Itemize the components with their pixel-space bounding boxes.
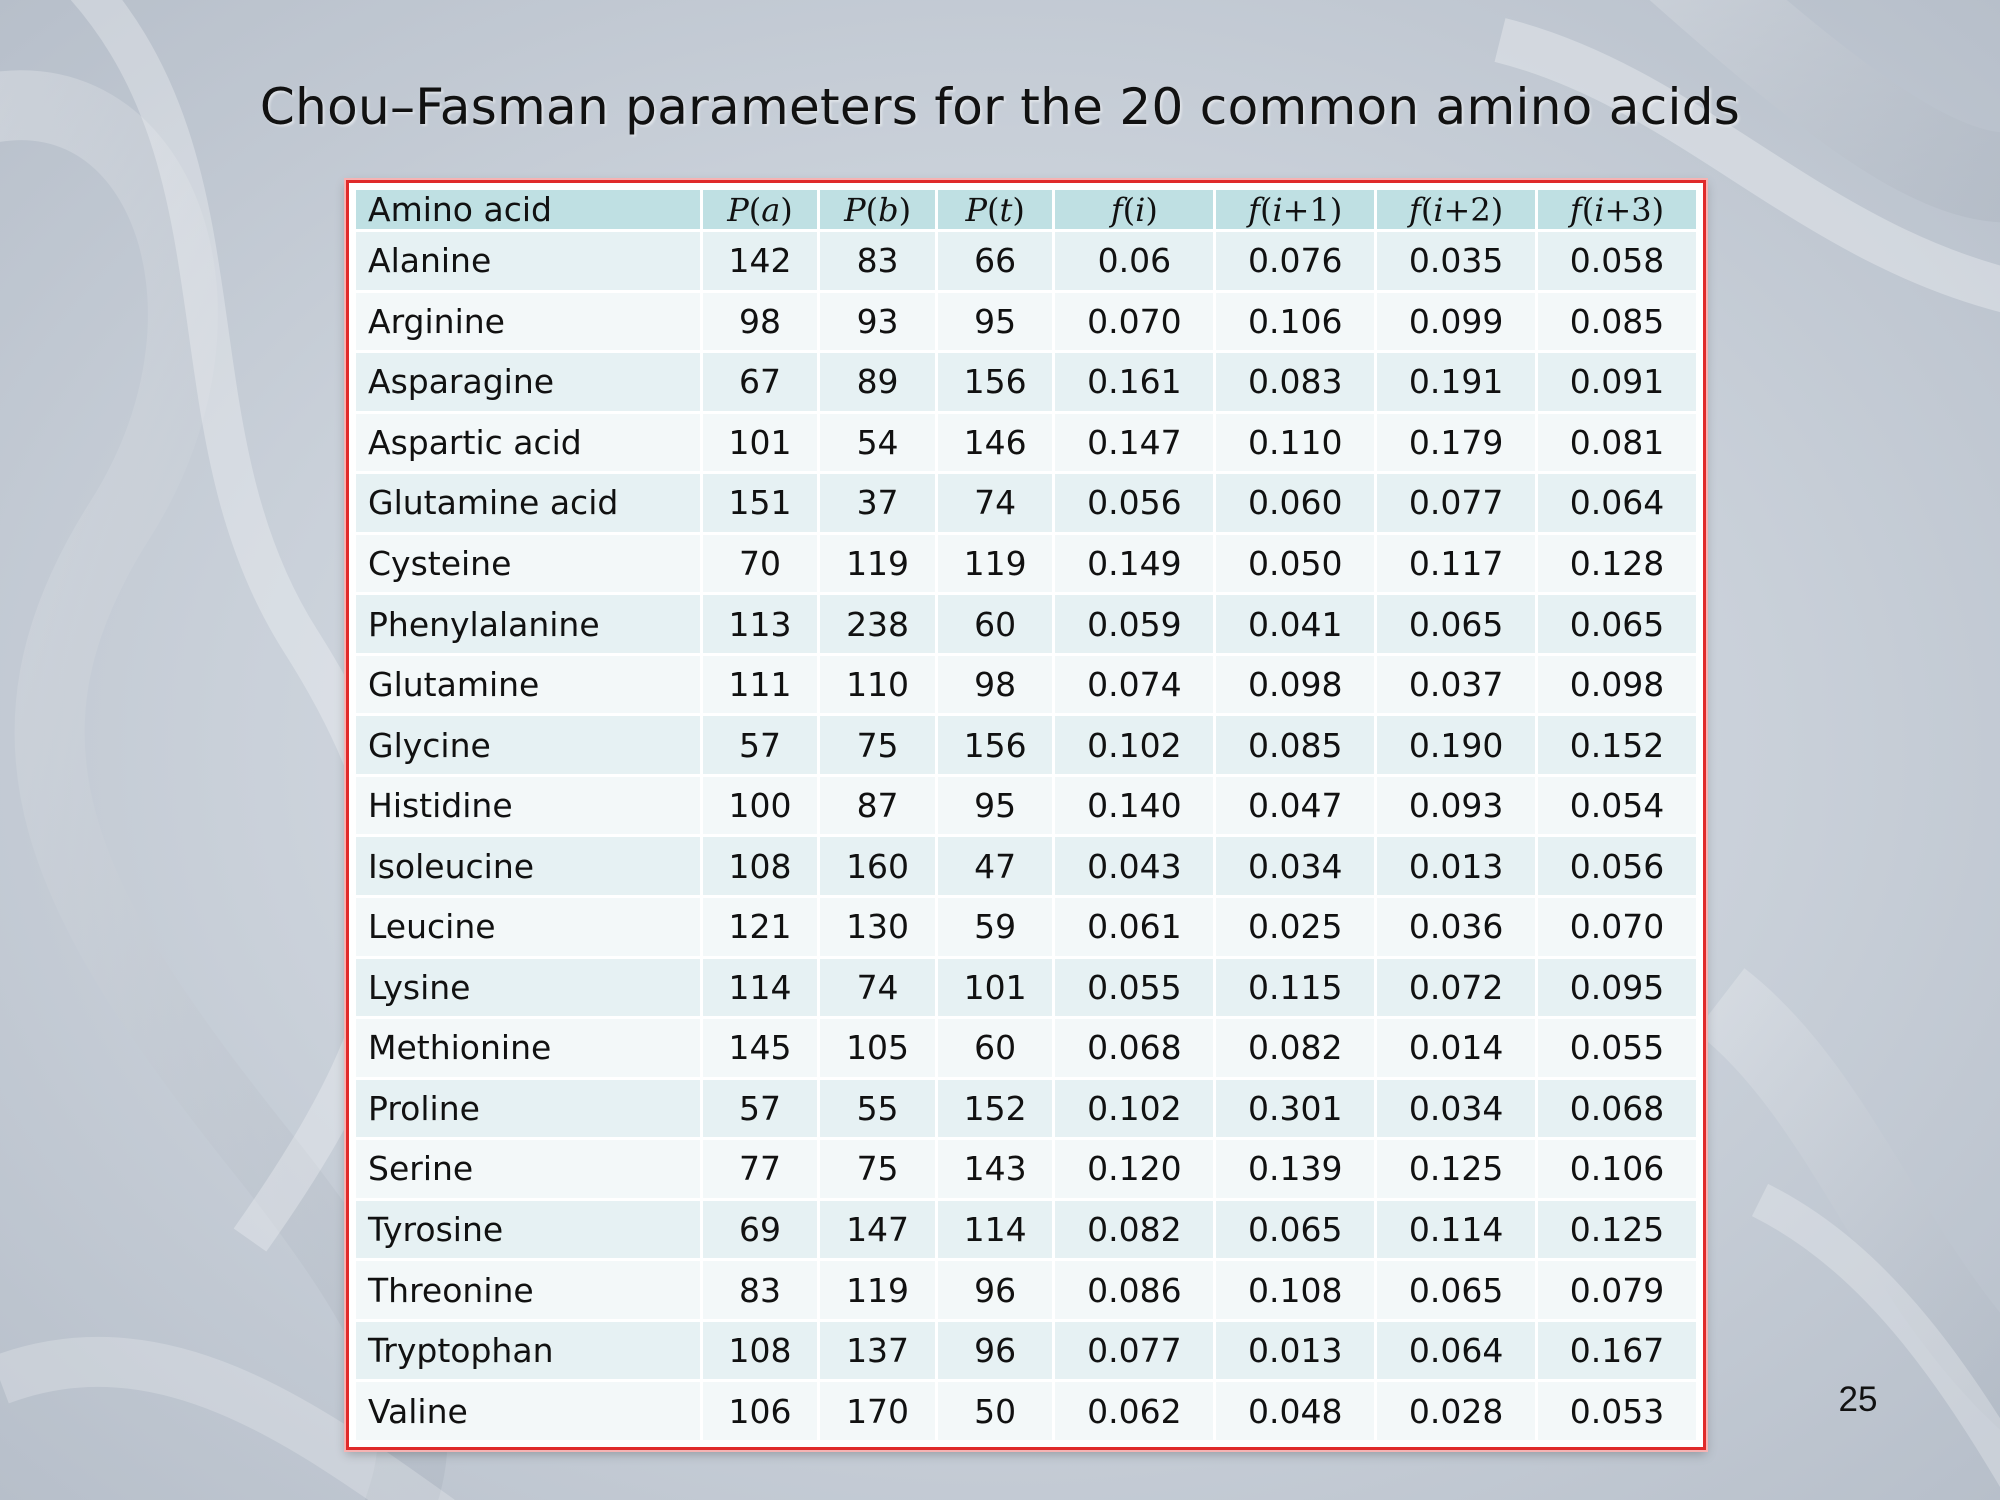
f-i-plus-1-cell: 0.013: [1216, 1322, 1374, 1380]
p-turn-cell: 66: [938, 232, 1053, 290]
f-i-plus-3-cell: 0.125: [1538, 1201, 1696, 1259]
amino-acid-name-cell: Tryptophan: [356, 1322, 700, 1380]
amino-acid-name-cell: Leucine: [356, 898, 700, 956]
amino-acid-name-cell: Proline: [356, 1080, 700, 1138]
amino-acid-name-cell: Valine: [356, 1382, 700, 1440]
amino-acid-name-cell: Asparagine: [356, 353, 700, 411]
p-alpha-cell: 121: [703, 898, 818, 956]
table-row: [356, 1019, 1696, 1077]
table-row: [356, 1201, 1696, 1259]
table-row: [356, 1382, 1696, 1440]
p-beta-cell: 238: [820, 595, 935, 653]
amino-acid-name-cell: Alanine: [356, 232, 700, 290]
header-f-i: f(i): [1055, 190, 1213, 229]
p-turn-cell: 156: [938, 353, 1053, 411]
p-beta-cell: 93: [820, 293, 935, 351]
f-i-cell: 0.055: [1055, 959, 1213, 1017]
f-i-cell: 0.086: [1055, 1261, 1213, 1319]
header-f-i-plus-3: f(i+3): [1538, 190, 1696, 229]
f-i-plus-3-cell: 0.152: [1538, 716, 1696, 774]
f-i-plus-2-cell: 0.190: [1377, 716, 1535, 774]
f-i-cell: 0.102: [1055, 716, 1213, 774]
p-turn-cell: 114: [938, 1201, 1053, 1259]
p-beta-cell: 160: [820, 837, 935, 895]
chou-fasman-table: [353, 187, 1699, 1443]
table-row: [356, 1322, 1696, 1380]
f-i-plus-3-cell: 0.058: [1538, 232, 1696, 290]
p-alpha-cell: 108: [703, 1322, 818, 1380]
amino-acid-name-cell: Glycine: [356, 716, 700, 774]
f-i-plus-3-cell: 0.079: [1538, 1261, 1696, 1319]
p-beta-cell: 37: [820, 474, 935, 532]
f-i-plus-1-cell: 0.098: [1216, 656, 1374, 714]
f-i-cell: 0.056: [1055, 474, 1213, 532]
table-row: [356, 777, 1696, 835]
f-i-plus-1-cell: 0.065: [1216, 1201, 1374, 1259]
header-p-beta: P(b): [820, 190, 935, 229]
f-i-cell: 0.06: [1055, 232, 1213, 290]
f-i-plus-3-cell: 0.055: [1538, 1019, 1696, 1077]
p-turn-cell: 101: [938, 959, 1053, 1017]
f-i-plus-1-cell: 0.076: [1216, 232, 1374, 290]
f-i-plus-1-cell: 0.082: [1216, 1019, 1374, 1077]
f-i-plus-1-cell: 0.047: [1216, 777, 1374, 835]
f-i-plus-2-cell: 0.014: [1377, 1019, 1535, 1077]
header-f-i-plus-1: f(i+1): [1216, 190, 1374, 229]
f-i-plus-2-cell: 0.034: [1377, 1080, 1535, 1138]
p-alpha-cell: 151: [703, 474, 818, 532]
amino-acid-name-cell: Cysteine: [356, 535, 700, 593]
p-beta-cell: 137: [820, 1322, 935, 1380]
p-turn-cell: 96: [938, 1261, 1053, 1319]
p-turn-cell: 96: [938, 1322, 1053, 1380]
amino-acid-name-cell: Tyrosine: [356, 1201, 700, 1259]
f-i-plus-1-cell: 0.085: [1216, 716, 1374, 774]
p-alpha-cell: 69: [703, 1201, 818, 1259]
p-alpha-cell: 106: [703, 1382, 818, 1440]
p-turn-cell: 146: [938, 414, 1053, 472]
amino-acid-name-cell: Histidine: [356, 777, 700, 835]
f-i-cell: 0.061: [1055, 898, 1213, 956]
f-i-plus-3-cell: 0.054: [1538, 777, 1696, 835]
f-i-cell: 0.102: [1055, 1080, 1213, 1138]
f-i-plus-1-cell: 0.110: [1216, 414, 1374, 472]
f-i-plus-3-cell: 0.056: [1538, 837, 1696, 895]
p-beta-cell: 75: [820, 1140, 935, 1198]
f-i-plus-2-cell: 0.099: [1377, 293, 1535, 351]
amino-acid-name-cell: Serine: [356, 1140, 700, 1198]
f-i-plus-1-cell: 0.115: [1216, 959, 1374, 1017]
amino-acid-name-cell: Glutamine acid: [356, 474, 700, 532]
table-row: [356, 353, 1696, 411]
f-i-plus-3-cell: 0.065: [1538, 595, 1696, 653]
table-row: [356, 293, 1696, 351]
p-alpha-cell: 145: [703, 1019, 818, 1077]
f-i-cell: 0.043: [1055, 837, 1213, 895]
f-i-plus-2-cell: 0.035: [1377, 232, 1535, 290]
p-turn-cell: 47: [938, 837, 1053, 895]
p-turn-cell: 74: [938, 474, 1053, 532]
f-i-cell: 0.149: [1055, 535, 1213, 593]
f-i-plus-1-cell: 0.106: [1216, 293, 1374, 351]
f-i-cell: 0.140: [1055, 777, 1213, 835]
p-beta-cell: 105: [820, 1019, 935, 1077]
f-i-plus-1-cell: 0.301: [1216, 1080, 1374, 1138]
amino-acid-name-cell: Isoleucine: [356, 837, 700, 895]
f-i-cell: 0.059: [1055, 595, 1213, 653]
f-i-plus-3-cell: 0.081: [1538, 414, 1696, 472]
amino-acid-name-cell: Methionine: [356, 1019, 700, 1077]
f-i-plus-3-cell: 0.064: [1538, 474, 1696, 532]
table-row: [356, 1261, 1696, 1319]
p-alpha-cell: 142: [703, 232, 818, 290]
table-row: [356, 535, 1696, 593]
f-i-plus-2-cell: 0.093: [1377, 777, 1535, 835]
amino-acid-name-cell: Lysine: [356, 959, 700, 1017]
f-i-plus-2-cell: 0.117: [1377, 535, 1535, 593]
table-row: [356, 898, 1696, 956]
f-i-plus-1-cell: 0.083: [1216, 353, 1374, 411]
f-i-plus-3-cell: 0.167: [1538, 1322, 1696, 1380]
table-row: [356, 959, 1696, 1017]
p-alpha-cell: 67: [703, 353, 818, 411]
slide-title: Chou–Fasman parameters for the 20 common amino acids: [259, 78, 1741, 136]
page-number: 25: [1838, 1380, 1878, 1419]
table-row: [356, 1140, 1696, 1198]
p-alpha-cell: 70: [703, 535, 818, 593]
p-beta-cell: 89: [820, 353, 935, 411]
p-beta-cell: 110: [820, 656, 935, 714]
p-turn-cell: 98: [938, 656, 1053, 714]
amino-acid-name-cell: Aspartic acid: [356, 414, 700, 472]
p-beta-cell: 119: [820, 1261, 935, 1319]
table-row: [356, 837, 1696, 895]
p-beta-cell: 119: [820, 535, 935, 593]
f-i-plus-1-cell: 0.060: [1216, 474, 1374, 532]
f-i-cell: 0.147: [1055, 414, 1213, 472]
table-row: [356, 232, 1696, 290]
p-turn-cell: 143: [938, 1140, 1053, 1198]
p-alpha-cell: 111: [703, 656, 818, 714]
table-row: [356, 656, 1696, 714]
f-i-plus-1-cell: 0.108: [1216, 1261, 1374, 1319]
f-i-plus-2-cell: 0.125: [1377, 1140, 1535, 1198]
f-i-plus-2-cell: 0.064: [1377, 1322, 1535, 1380]
f-i-plus-1-cell: 0.048: [1216, 1382, 1374, 1440]
p-beta-cell: 55: [820, 1080, 935, 1138]
f-i-plus-3-cell: 0.053: [1538, 1382, 1696, 1440]
p-turn-cell: 50: [938, 1382, 1053, 1440]
f-i-plus-3-cell: 0.095: [1538, 959, 1696, 1017]
p-beta-cell: 74: [820, 959, 935, 1017]
p-beta-cell: 75: [820, 716, 935, 774]
f-i-plus-2-cell: 0.028: [1377, 1382, 1535, 1440]
table-row: [356, 474, 1696, 532]
p-turn-cell: 60: [938, 595, 1053, 653]
f-i-plus-3-cell: 0.098: [1538, 656, 1696, 714]
p-alpha-cell: 101: [703, 414, 818, 472]
amino-acid-name-cell: Threonine: [356, 1261, 700, 1319]
table-header-row: [356, 190, 1696, 229]
p-beta-cell: 54: [820, 414, 935, 472]
header-p-turn: P(t): [938, 190, 1053, 229]
f-i-plus-3-cell: 0.085: [1538, 293, 1696, 351]
p-turn-cell: 156: [938, 716, 1053, 774]
p-beta-cell: 83: [820, 232, 935, 290]
p-turn-cell: 119: [938, 535, 1053, 593]
f-i-plus-2-cell: 0.037: [1377, 656, 1535, 714]
p-turn-cell: 152: [938, 1080, 1053, 1138]
f-i-cell: 0.077: [1055, 1322, 1213, 1380]
f-i-cell: 0.068: [1055, 1019, 1213, 1077]
f-i-plus-1-cell: 0.034: [1216, 837, 1374, 895]
p-alpha-cell: 108: [703, 837, 818, 895]
f-i-plus-1-cell: 0.041: [1216, 595, 1374, 653]
f-i-plus-2-cell: 0.179: [1377, 414, 1535, 472]
f-i-cell: 0.120: [1055, 1140, 1213, 1198]
p-alpha-cell: 114: [703, 959, 818, 1017]
p-alpha-cell: 83: [703, 1261, 818, 1319]
p-alpha-cell: 77: [703, 1140, 818, 1198]
f-i-plus-2-cell: 0.191: [1377, 353, 1535, 411]
f-i-plus-2-cell: 0.013: [1377, 837, 1535, 895]
p-beta-cell: 147: [820, 1201, 935, 1259]
f-i-plus-1-cell: 0.025: [1216, 898, 1374, 956]
table-row: [356, 716, 1696, 774]
table-row: [356, 414, 1696, 472]
header-p-alpha: P(a): [703, 190, 818, 229]
table-row: [356, 1080, 1696, 1138]
p-alpha-cell: 100: [703, 777, 818, 835]
f-i-plus-1-cell: 0.050: [1216, 535, 1374, 593]
f-i-cell: 0.062: [1055, 1382, 1213, 1440]
amino-acid-name-cell: Arginine: [356, 293, 700, 351]
chou-fasman-table-frame: [346, 180, 1706, 1450]
p-beta-cell: 170: [820, 1382, 935, 1440]
p-beta-cell: 87: [820, 777, 935, 835]
f-i-plus-1-cell: 0.139: [1216, 1140, 1374, 1198]
f-i-plus-2-cell: 0.114: [1377, 1201, 1535, 1259]
amino-acid-name-cell: Glutamine: [356, 656, 700, 714]
header-f-i-plus-2: f(i+2): [1377, 190, 1535, 229]
f-i-plus-3-cell: 0.128: [1538, 535, 1696, 593]
amino-acid-name-cell: Phenylalanine: [356, 595, 700, 653]
f-i-plus-2-cell: 0.077: [1377, 474, 1535, 532]
f-i-plus-3-cell: 0.106: [1538, 1140, 1696, 1198]
f-i-cell: 0.074: [1055, 656, 1213, 714]
f-i-plus-2-cell: 0.065: [1377, 1261, 1535, 1319]
f-i-plus-3-cell: 0.091: [1538, 353, 1696, 411]
p-alpha-cell: 98: [703, 293, 818, 351]
p-turn-cell: 95: [938, 293, 1053, 351]
f-i-cell: 0.082: [1055, 1201, 1213, 1259]
p-alpha-cell: 57: [703, 716, 818, 774]
f-i-plus-2-cell: 0.065: [1377, 595, 1535, 653]
p-turn-cell: 60: [938, 1019, 1053, 1077]
f-i-cell: 0.161: [1055, 353, 1213, 411]
p-alpha-cell: 57: [703, 1080, 818, 1138]
p-beta-cell: 130: [820, 898, 935, 956]
p-alpha-cell: 113: [703, 595, 818, 653]
f-i-plus-2-cell: 0.036: [1377, 898, 1535, 956]
p-turn-cell: 59: [938, 898, 1053, 956]
f-i-plus-3-cell: 0.070: [1538, 898, 1696, 956]
f-i-cell: 0.070: [1055, 293, 1213, 351]
f-i-plus-2-cell: 0.072: [1377, 959, 1535, 1017]
p-turn-cell: 95: [938, 777, 1053, 835]
header-amino-acid: Amino acid: [356, 190, 700, 229]
f-i-plus-3-cell: 0.068: [1538, 1080, 1696, 1138]
table-row: [356, 595, 1696, 653]
